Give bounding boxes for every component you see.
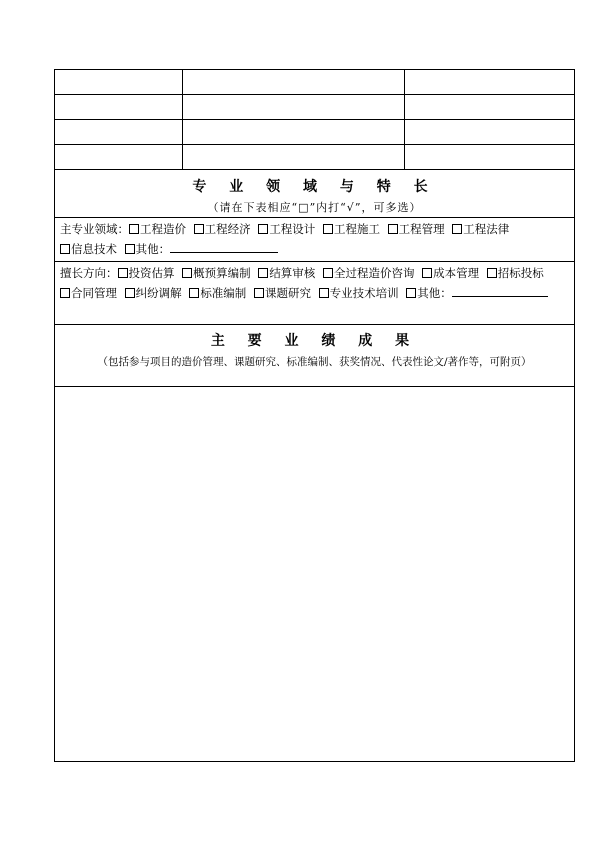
- option-1[interactable]: [182, 266, 251, 280]
- table-cell[interactable]: [182, 70, 405, 94]
- checkbox[interactable]: [323, 224, 333, 234]
- other-label: 其他：: [417, 285, 452, 300]
- option-1[interactable]: [194, 222, 251, 236]
- table-row: [55, 70, 574, 95]
- option-6[interactable]: [60, 286, 117, 300]
- table-cell[interactable]: [404, 95, 574, 119]
- achievements-title: 主 要 业 绩 成 果: [210, 333, 419, 349]
- main-field-section: [55, 218, 574, 262]
- option-label: 工程管理: [398, 222, 445, 236]
- checkbox[interactable]: [129, 224, 139, 234]
- option-2[interactable]: [258, 266, 315, 280]
- other-input-line[interactable]: [170, 243, 278, 253]
- option-label: 投资估算: [128, 266, 175, 280]
- option-label: 工程施工: [333, 222, 380, 236]
- info-table: [55, 70, 574, 170]
- checkbox[interactable]: [60, 244, 70, 254]
- checkbox[interactable]: [125, 244, 135, 254]
- table-cell[interactable]: [182, 145, 405, 169]
- other-input-line[interactable]: [452, 287, 548, 297]
- checkbox[interactable]: [258, 224, 268, 234]
- other-label: 其他：: [135, 241, 171, 256]
- option-label: 课题研究: [264, 285, 311, 300]
- option-label: 工程设计: [269, 222, 316, 236]
- table-cell[interactable]: [55, 120, 183, 144]
- option-label: 工程法律: [463, 222, 510, 236]
- checkbox[interactable]: [60, 288, 70, 298]
- checkbox[interactable]: [388, 224, 398, 234]
- checkbox[interactable]: [189, 288, 199, 298]
- option-label: 概预算编制: [193, 266, 251, 280]
- option-9[interactable]: [254, 286, 311, 300]
- checkbox[interactable]: [452, 224, 462, 234]
- option-3[interactable]: [323, 222, 380, 236]
- option-label: 专业技术培训: [329, 285, 399, 300]
- checkbox[interactable]: [182, 268, 192, 278]
- option-label: 全过程造价咨询: [333, 266, 415, 280]
- checkbox[interactable]: [194, 224, 204, 234]
- checkbox[interactable]: [254, 288, 264, 298]
- option-label: 纠纷调解: [135, 285, 182, 300]
- table-cell[interactable]: [55, 95, 183, 119]
- main-field-label: 主专业领域：: [60, 222, 129, 236]
- option-0[interactable]: [118, 266, 175, 280]
- option-label: 标准编制: [200, 285, 247, 300]
- table-cell[interactable]: [182, 120, 405, 144]
- specialty-title: 专 业 领 域 与 特 长: [192, 179, 437, 195]
- specialty-header: [55, 170, 574, 218]
- achievements-content-area[interactable]: [55, 387, 574, 761]
- option-4[interactable]: [388, 222, 445, 236]
- checkbox[interactable]: [406, 288, 416, 298]
- table-cell[interactable]: [182, 95, 405, 119]
- option-7[interactable]: [125, 286, 182, 300]
- expertise-label: 擅长方向：: [60, 266, 118, 280]
- table-row: [55, 95, 574, 120]
- option-4[interactable]: [422, 266, 479, 280]
- checkbox[interactable]: [258, 268, 268, 278]
- checkbox[interactable]: [125, 288, 135, 298]
- option-6[interactable]: [60, 242, 117, 256]
- expertise-section: [55, 262, 574, 325]
- option-5[interactable]: [487, 266, 544, 280]
- table-cell[interactable]: [55, 70, 183, 94]
- achievements-instruction: （包括参与项目的造价管理、课题研究、标准编制、获奖情况、代表性论文/著作等，可附页）: [97, 356, 532, 368]
- application-form: [54, 69, 575, 762]
- option-5[interactable]: [452, 222, 509, 236]
- option-0[interactable]: [129, 222, 186, 236]
- option-label: 成本管理: [433, 266, 480, 280]
- specialty-instruction: （请在下表相应“□”内打“√”，可多选）: [207, 201, 422, 214]
- option-label: 招标投标: [497, 266, 544, 280]
- option-2[interactable]: [258, 222, 315, 236]
- option-label: 合同管理: [71, 285, 117, 300]
- table-cell[interactable]: [55, 145, 183, 169]
- achievements-header: [55, 325, 574, 387]
- table-cell[interactable]: [404, 70, 574, 94]
- checkbox[interactable]: [323, 268, 333, 278]
- option-10[interactable]: [319, 286, 399, 300]
- option-label: 结算审核: [269, 266, 316, 280]
- option-3[interactable]: [323, 266, 415, 280]
- checkbox[interactable]: [487, 268, 497, 278]
- option-label: 信息技术: [71, 241, 117, 256]
- checkbox[interactable]: [422, 268, 432, 278]
- table-row: [55, 120, 574, 145]
- option-8[interactable]: [189, 286, 246, 300]
- checkbox[interactable]: [319, 288, 329, 298]
- table-cell[interactable]: [404, 120, 574, 144]
- checkbox[interactable]: [118, 268, 128, 278]
- table-row: [55, 145, 574, 170]
- option-label: 工程经济: [204, 222, 251, 236]
- table-cell[interactable]: [404, 145, 574, 169]
- option-label: 工程造价: [140, 222, 186, 236]
